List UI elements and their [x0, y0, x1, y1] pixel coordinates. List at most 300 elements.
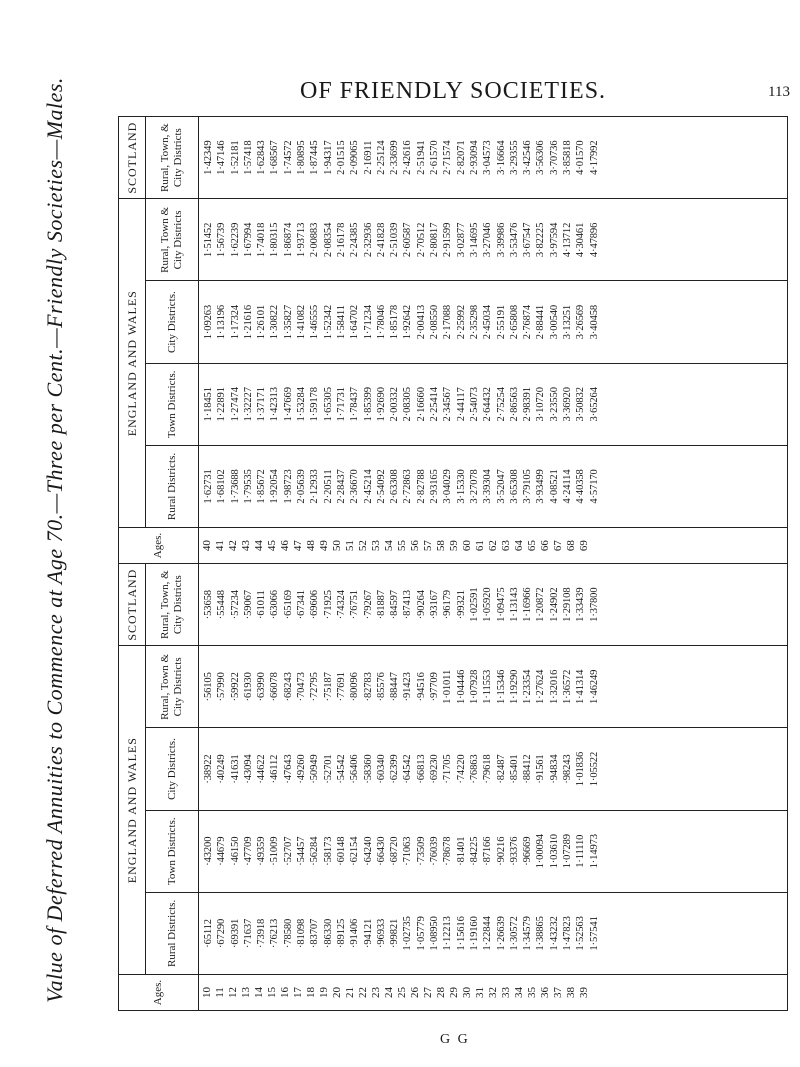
table-cell-value: 1·38865 [535, 916, 547, 951]
table-cell-value: 2·82071 [455, 140, 467, 175]
table-cell-value: 3·13251 [562, 304, 574, 340]
table-cell-value: 2·25992 [455, 304, 467, 340]
table-cell-value: 1·22891 [216, 387, 228, 422]
table-cell-value: 1·51452 [203, 222, 214, 258]
table-cell-value: 57 [422, 540, 434, 552]
table-cell-value: 1·43232 [548, 916, 560, 951]
table-cell-value: ·52707 [282, 836, 294, 866]
table-cell-value: 1·59178 [309, 387, 321, 422]
table-cell-value: ·44679 [216, 836, 228, 866]
table-cell-value: 1·37171 [256, 387, 268, 422]
data-row [199, 117, 788, 1011]
table-cell-value: 61 [474, 540, 486, 552]
table-cell-value: ·77691 [335, 672, 347, 702]
table-cell-value: 1·13196 [216, 304, 228, 340]
table-cell-value: 3·42546 [522, 140, 534, 175]
table-cell-value: 2·24385 [349, 222, 361, 258]
table-cell-value: 1·80315 [269, 222, 281, 258]
table-cell-value: ·47643 [282, 754, 294, 784]
table-cell-value: 2·51941 [415, 140, 427, 175]
table-cell-value: ·56406 [349, 754, 361, 784]
table-cell-value: ·83707 [309, 918, 321, 948]
table-cell-value: 4·30461 [575, 222, 587, 258]
table-cell-value: 3·27046 [482, 222, 494, 258]
table-cell-value: ·93376 [508, 836, 520, 866]
table-cell-value: 2·71574 [442, 140, 454, 175]
table-cell-value: ·46112 [269, 754, 281, 784]
table-cell-value: 3·52047 [495, 469, 507, 504]
table-cell-value: ·64542 [402, 754, 414, 784]
table-cell-value: 2·76874 [522, 304, 534, 340]
table-cell-value: 35 [526, 987, 538, 998]
table-cell-value: 2·54092 [375, 469, 387, 504]
table-cell-value: ·89125 [335, 918, 347, 948]
right-scotland-header: Rural, Town, & City Districts [146, 117, 199, 199]
table-cell-value: ·68720 [389, 836, 401, 866]
annuity-table [118, 116, 788, 1011]
right-ages-values [201, 528, 591, 563]
table-cell-value: 2·55191 [495, 304, 507, 340]
table-cell-value: 1·29108 [562, 587, 574, 622]
table-cell-value: 1·01011 [442, 669, 454, 704]
table-cell-value: ·94516 [415, 672, 427, 702]
table-cell-value: 66 [539, 540, 551, 552]
table-cell-value: 2·34567 [442, 387, 454, 422]
table-cell-value: 3·67547 [522, 222, 534, 258]
table-cell-value: 3·15330 [455, 469, 467, 504]
table-cell-value: ·52701 [322, 754, 334, 784]
table-cell-value: 1·02735 [402, 916, 414, 951]
table-cell-value: 25 [396, 987, 408, 998]
table-cell-value: ·65112 [203, 919, 214, 948]
table-cell-value: 50 [331, 540, 343, 552]
table-cell-value: 1·62843 [256, 140, 268, 175]
table-cell-value: ·94834 [548, 754, 560, 784]
table-cell-value: 1·35827 [282, 304, 294, 340]
table-cell-value: ·76751 [349, 590, 361, 620]
table-cell-value: ·63990 [256, 672, 268, 702]
table-cell-value: ·70473 [296, 672, 308, 702]
table-cell-value: 1·92054 [269, 469, 281, 504]
table-cell-value: 1·86874 [282, 222, 294, 258]
table-cell-value: 2·61570 [429, 140, 441, 175]
table-cell-value: ·50949 [309, 754, 321, 784]
table-cell-value: ·49260 [296, 754, 308, 784]
table-cell-value: 63 [500, 540, 512, 552]
table-cell-value: 55 [396, 540, 408, 552]
table-cell-value: 2·25124 [375, 140, 387, 175]
table-cell-value: ·55448 [216, 590, 228, 620]
table-cell-value: ·61930 [242, 672, 254, 702]
table-cell-value: 1·30572 [508, 916, 520, 951]
table-cell-value: ·56284 [309, 836, 321, 866]
table-cell-value: 59 [448, 540, 460, 552]
table-cell-value: 1·15616 [455, 916, 467, 951]
table-cell-value: 2·45214 [362, 469, 374, 504]
table-cell-value: ·76863 [468, 754, 480, 784]
right-rural-header: Rural Districts. [146, 445, 199, 527]
right-scotland-values [202, 117, 601, 198]
left-section-scotland: SCOTLAND [119, 564, 146, 646]
table-cell-value: 12 [227, 987, 239, 998]
left-ages-header: Ages. [119, 975, 199, 1011]
table-cell-value: 1·24902 [548, 587, 560, 622]
table-cell-value: 1·62731 [203, 469, 214, 504]
table-cell-value: 43 [240, 540, 252, 552]
table-cell-value: 2·88441 [535, 304, 547, 340]
table-cell-value: ·57990 [216, 672, 228, 702]
table-cell-value: ·85401 [508, 754, 520, 784]
table-cell-value: ·84225 [468, 836, 480, 866]
table-cell-value: ·60148 [335, 836, 347, 866]
table-cell-value: 15 [266, 987, 278, 998]
table-cell-value: 4·13712 [562, 222, 574, 258]
table-cell-value: 40 [201, 540, 213, 552]
table-cell-value: 45 [266, 540, 278, 552]
table-cell-value: 3·40458 [588, 304, 600, 340]
table-cell-value: ·54457 [296, 836, 308, 866]
page-header [150, 78, 790, 108]
table-cell-value: 1·92642 [402, 304, 414, 340]
table-cell-value: 1·57418 [242, 140, 254, 175]
table-cell-value: ·84597 [389, 590, 401, 620]
table-cell-value: 1·46249 [588, 669, 600, 704]
section-header-row [119, 117, 146, 1011]
table-cell-value: ·71705 [442, 754, 454, 784]
table-cell-value: 3·14695 [468, 222, 480, 258]
table-cell-value: 64 [513, 540, 525, 552]
table-cell-value: 1·93713 [296, 222, 308, 258]
table-cell-value: 4·08521 [548, 469, 560, 504]
table-cell-value: ·81887 [375, 590, 387, 620]
right-ages-column [199, 528, 788, 564]
table-cell-value: 1·41314 [575, 669, 587, 704]
table-cell-value: 2·54073 [468, 387, 480, 422]
table-cell-value: ·68243 [282, 672, 294, 702]
table-cell-value: 1·92690 [375, 387, 387, 422]
table-cell-value: 2·00883 [309, 222, 321, 258]
table-cell-value: 1·05522 [588, 751, 600, 787]
table-cell-value: 3·56306 [535, 140, 547, 175]
page-number: 113 [768, 84, 790, 100]
right-city-column [199, 281, 788, 363]
table-cell-value: ·64240 [362, 836, 374, 866]
left-combined-header: Rural, Town & City Districts [146, 646, 199, 728]
right-city-values [202, 282, 601, 363]
table-cell-value: 2·16178 [335, 222, 347, 258]
table-cell-value: ·76213 [269, 918, 281, 948]
left-ages-column [199, 975, 788, 1011]
table-cell-value: 30 [461, 987, 473, 998]
table-cell-value: ·41631 [229, 754, 241, 784]
table-cell-value: 3·82225 [535, 222, 547, 258]
table-cell-value: ·99321 [455, 590, 467, 620]
table-cell-value: 4·17992 [588, 140, 600, 175]
table-cell-value: ·67341 [296, 590, 308, 620]
table-cell-value: ·88412 [522, 754, 534, 784]
table-cell-value: 1·21616 [242, 304, 254, 340]
table-cell-value: 24 [383, 987, 395, 998]
table-cell-value: 1·62239 [229, 222, 241, 258]
table-cell-value: 1·87445 [309, 140, 321, 175]
table-cell-value: ·88447 [389, 672, 401, 702]
right-combined-column [199, 199, 788, 281]
right-rural-values [202, 446, 601, 527]
table-cell-value: 2·36670 [349, 469, 361, 504]
table-cell-value: ·66813 [415, 754, 427, 784]
table-cell-value: 2·12933 [309, 469, 321, 504]
right-town-header: Town Districts. [146, 363, 199, 445]
table-cell-value: 2·42616 [402, 140, 414, 175]
table-cell-value: 69 [578, 540, 590, 552]
table-cell-value: 3·65264 [588, 387, 600, 422]
table-cell-value: 2·65808 [508, 304, 520, 340]
table-cell-value: 2·72863 [402, 469, 414, 504]
right-combined-values [202, 199, 601, 280]
table-cell-value: ·38922 [203, 754, 214, 784]
side-caption [10, 77, 100, 1003]
table-cell-value: ·90264 [415, 590, 427, 620]
table-cell-value: 2·82788 [415, 469, 427, 504]
right-city-header: City Districts. [146, 281, 199, 363]
table-cell-value: 1·64702 [349, 304, 361, 340]
table-cell-value: 1·13143 [508, 587, 520, 622]
table-cell-value: ·96179 [442, 590, 454, 620]
left-city-header: City Districts. [146, 728, 199, 810]
left-city-values [202, 728, 601, 809]
left-rural-header: Rural Districts. [146, 892, 199, 974]
table-cell-value: 3·26569 [575, 304, 587, 340]
table-cell-value: 62 [487, 540, 499, 552]
left-town-header: Town Districts. [146, 810, 199, 892]
table-cell-value: ·81098 [296, 918, 308, 948]
left-rural-column [199, 892, 788, 974]
table-cell-value: 3·36920 [562, 387, 574, 422]
table-cell-value: 2·51039 [389, 222, 401, 258]
table-cell-value: 1·71234 [362, 304, 374, 340]
left-scotland-values [202, 564, 601, 645]
table-cell-value: 11 [214, 987, 226, 998]
table-cell-value: 53 [370, 540, 382, 552]
table-cell-value: 47 [292, 540, 304, 552]
table-cell-value: 22 [357, 987, 369, 998]
table-cell-value: 2·64432 [482, 387, 494, 422]
table-cell-value: 1·34579 [522, 916, 534, 951]
table-cell-value: ·97709 [429, 672, 441, 702]
table-cell-value: ·49359 [256, 836, 268, 866]
table-cell-value: 34 [513, 987, 525, 998]
table-cell-value: 1·01836 [575, 751, 587, 787]
table-cell-value: 1·27624 [535, 669, 547, 704]
table-cell-value: ·66430 [375, 836, 387, 866]
table-cell-value: 23 [370, 987, 382, 998]
table-caption: Value of Deferred Annuities to Commence at Age 70.—Three per Cent.—Friendly Societies—Males. [42, 77, 67, 1003]
table-cell-value: 1·33439 [575, 587, 587, 622]
left-combined-values [202, 646, 601, 727]
table-cell-value: 2·08305 [402, 387, 414, 422]
table-cell-value: 1·65305 [322, 387, 334, 422]
table-cell-value: ·91561 [535, 754, 547, 784]
left-ages-values [201, 975, 591, 1010]
right-section-england-wales: ENGLAND AND WALES [119, 199, 146, 528]
table-cell-value: 2·20511 [322, 469, 334, 504]
table-cell-value: 1·46555 [309, 304, 321, 340]
table-cell-value: 1·09475 [495, 587, 507, 622]
table-cell-value: 2·45034 [482, 304, 494, 340]
table-cell-value: 1·74018 [256, 222, 268, 258]
table-cell-value: 3·65308 [508, 469, 520, 504]
table-cell-value: ·78678 [442, 836, 454, 866]
table-cell-value: ·51009 [269, 836, 281, 866]
left-combined-column [199, 646, 788, 728]
table-cell-value: 1·03610 [548, 834, 560, 869]
right-combined-header: Rural, Town & City Districts [146, 199, 199, 281]
table-cell-value: 1·74572 [282, 140, 294, 175]
table-cell-value: 2·98391 [522, 387, 534, 422]
table-cell-value: 3·85818 [562, 140, 574, 175]
table-cell-value: 46 [279, 540, 291, 552]
table-cell-value: 49 [318, 540, 330, 552]
table-cell-value: ·74324 [335, 590, 347, 620]
right-section-scotland: SCOTLAND [119, 117, 146, 199]
right-rural-column [199, 445, 788, 527]
table-cell-value: 1·37800 [588, 587, 600, 622]
table-cell-value: ·71637 [242, 918, 254, 948]
table-cell-value: 17 [292, 987, 304, 998]
table-cell-value: 68 [565, 540, 577, 552]
table-cell-value: 4·24114 [562, 469, 574, 504]
table-cell-value: 1·80895 [296, 140, 308, 175]
table-cell-value: ·93167 [429, 590, 441, 620]
table-cell-value: 14 [253, 987, 265, 998]
table-cell-value: 1·56739 [216, 222, 228, 258]
table-cell-value: 3·93499 [535, 469, 547, 504]
table-cell-value: 1·32227 [242, 387, 254, 422]
table-cell-value: ·53658 [203, 590, 214, 620]
table-cell-value: 1·57541 [588, 916, 600, 951]
table-cell-value: 4·47896 [588, 222, 600, 258]
table-cell-value: ·40249 [216, 754, 228, 784]
table-cell-value: ·85576 [375, 672, 387, 702]
table-cell-value: 2·28437 [335, 469, 347, 504]
table-cell-value: ·67290 [216, 918, 228, 948]
table-cell-value: 1·52563 [575, 916, 587, 951]
table-cell-value: 1·15346 [495, 669, 507, 704]
table-cell-value: 39 [578, 987, 590, 998]
table-cell-value: 52 [357, 540, 369, 552]
table-cell-value: 19 [318, 987, 330, 998]
table-cell-value: 1·41082 [296, 304, 308, 340]
table-cell-value: ·63066 [269, 590, 281, 620]
table-cell-value: 1·52181 [229, 140, 241, 175]
table-cell-value: 1·14973 [588, 834, 600, 869]
table-cell-value: 2·93165 [429, 469, 441, 504]
table-cell-value: 4·57170 [588, 469, 600, 504]
table-cell-value: 1·26639 [495, 916, 507, 951]
table-cell-value: 1·85672 [256, 469, 268, 504]
table-cell-value: ·58360 [362, 754, 374, 784]
table-cell-value: 1·05779 [415, 916, 427, 951]
table-cell-value: ·98243 [562, 754, 574, 784]
left-city-column [199, 728, 788, 810]
table-cell-value: 1·85178 [389, 304, 401, 340]
table-cell-value: ·58173 [322, 836, 334, 866]
table-cell-value: 1·09263 [203, 304, 214, 340]
table-cell-value: 2·35298 [468, 304, 480, 340]
table-cell-value: ·57234 [229, 590, 241, 620]
table-cell-value: 1·26101 [256, 304, 268, 340]
table-cell-value: 2·01515 [335, 140, 347, 175]
table-cell-value: 37 [552, 987, 564, 998]
table-cell-value: 2·00332 [389, 387, 401, 422]
table-cell-value: 3·53476 [508, 222, 520, 258]
table-cell-value: 1·47823 [562, 916, 574, 951]
table-cell-value: 1·07928 [468, 669, 480, 704]
table-cell-value: ·60340 [375, 754, 387, 784]
table-cell-value: 2·25414 [429, 387, 441, 422]
annuity-table-frame [118, 116, 788, 1011]
table-cell-value: 3·27078 [468, 469, 480, 504]
right-scotland-column [199, 117, 788, 199]
table-cell-value: 2·32936 [362, 222, 374, 258]
table-cell-value: ·96669 [522, 836, 534, 866]
table-cell-value: 36 [539, 987, 551, 998]
table-cell-value: 1·71731 [335, 387, 347, 422]
table-cell-value: ·82487 [495, 754, 507, 784]
table-cell-value: 31 [474, 987, 486, 998]
table-cell-value: 1·08950 [429, 916, 441, 951]
table-cell-value: ·74220 [455, 754, 467, 784]
table-cell-value: 27 [422, 987, 434, 998]
table-cell-value: 54 [383, 540, 395, 552]
table-cell-value: 2·05639 [296, 469, 308, 504]
table-cell-value: 2·86563 [508, 387, 520, 422]
running-title: OF FRIENDLY SOCIETIES. [300, 78, 607, 104]
table-cell-value: 1·94317 [322, 140, 334, 175]
table-cell-value: 1·79535 [242, 469, 254, 504]
table-cell-value: 1·36572 [562, 669, 574, 704]
table-cell-value: ·73509 [415, 836, 427, 866]
table-cell-value: 1·07289 [562, 834, 574, 869]
table-cell-value: ·94121 [362, 918, 374, 948]
table-cell-value: 67 [552, 540, 564, 552]
table-cell-value: ·69606 [309, 590, 321, 620]
table-cell-value: ·71925 [322, 590, 334, 620]
table-cell-value: ·87166 [482, 836, 494, 866]
table-cell-value: 16 [279, 987, 291, 998]
table-cell-value: 1·05920 [482, 587, 494, 622]
table-cell-value: ·69391 [229, 918, 241, 948]
table-cell-value: 10 [201, 987, 213, 998]
table-cell-value: 65 [526, 540, 538, 552]
table-cell-value: 26 [409, 987, 421, 998]
table-cell-value: 2·70512 [415, 222, 427, 258]
table-cell-value: 3·02877 [455, 222, 467, 258]
table-cell-value: 44 [253, 540, 265, 552]
table-cell-value: ·87413 [402, 590, 414, 620]
right-town-values [202, 364, 601, 445]
table-cell-value: 1·12213 [442, 916, 454, 951]
table-cell-value: ·90216 [495, 836, 507, 866]
table-cell-value: ·43200 [203, 836, 214, 866]
table-cell-value: 3·39986 [495, 222, 507, 258]
table-cell-value: 21 [344, 987, 356, 998]
table-cell-value: ·54542 [335, 754, 347, 784]
table-cell-value: 60 [461, 540, 473, 552]
table-cell-value: ·61011 [256, 590, 268, 620]
table-cell-value: 1·42349 [203, 140, 214, 175]
table-cell-value: 3·10720 [535, 387, 547, 422]
